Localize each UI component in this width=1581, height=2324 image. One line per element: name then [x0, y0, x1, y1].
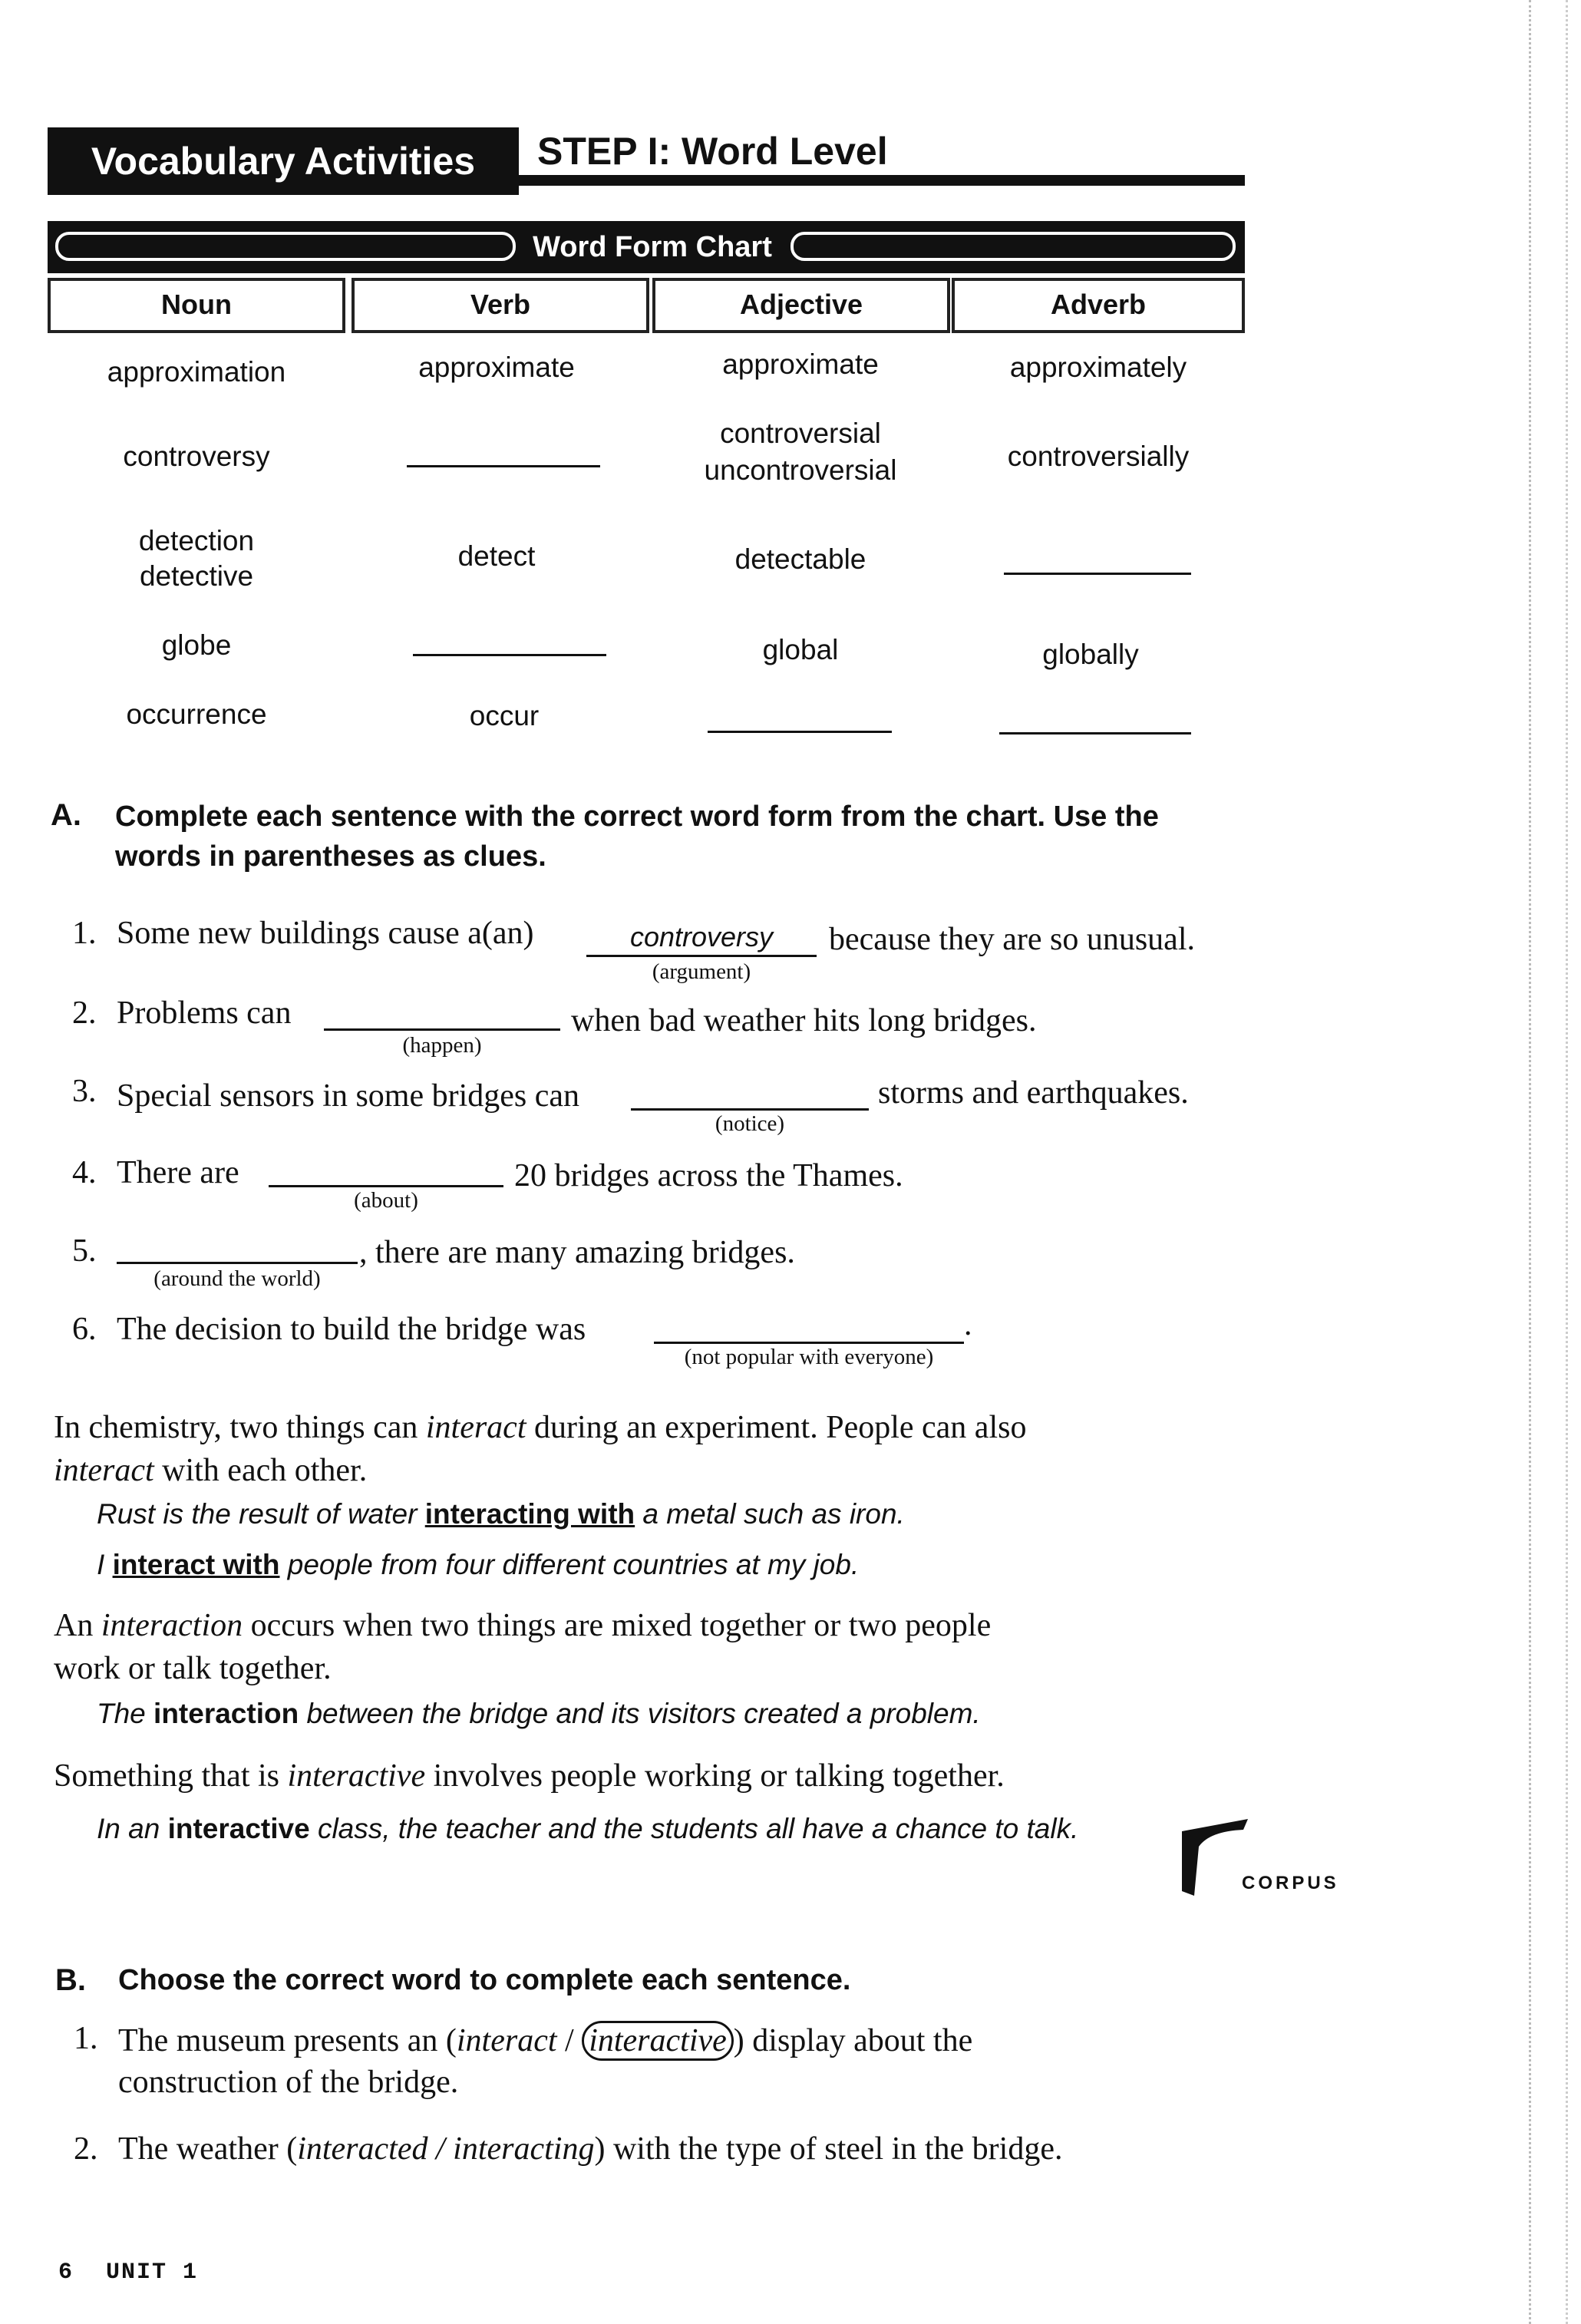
section-title: Vocabulary Activities [48, 127, 519, 195]
item-text: Problems can [117, 995, 292, 1031]
clue-text: (not popular with everyone) [684, 1345, 934, 1369]
unit-label: UNIT 1 [106, 2260, 199, 2286]
item-text: 20 bridges across the Thames. [514, 1158, 903, 1193]
answer-line[interactable] [324, 1028, 560, 1031]
section-a-instruction-line1: Complete each sentence with the correct word form from the chart. Use the [115, 801, 1159, 833]
item-number: 1. [74, 2021, 98, 2056]
item-number: 2. [72, 995, 97, 1031]
clue-text: (around the world) [153, 1266, 321, 1291]
chart-cell: occur [469, 700, 540, 731]
clue-text: (about) [354, 1188, 418, 1213]
step-title: STEP I: Word Level [537, 130, 888, 173]
corpus-paragraph: In chemistry, two things can interact during an experiment. People can also interact with each other. [54, 1410, 1027, 1488]
blank-line [407, 465, 600, 467]
chart-cell: globe [161, 629, 232, 661]
item-number: 5. [72, 1233, 97, 1269]
chart-cell: detect [457, 540, 536, 572]
example-sentence: In an interactive class, the teacher and the students all have a chance to talk. [97, 1813, 1079, 1844]
decorative-pill-right [790, 232, 1236, 261]
section-a-letter: A. [51, 798, 81, 832]
chart-cell: approximate [418, 352, 575, 383]
item-number: 3. [72, 1074, 97, 1109]
corpus-badge-label: CORPUS [1242, 1873, 1339, 1893]
choice-option[interactable]: interacted [297, 2131, 428, 2167]
page-edge [1566, 0, 1569, 2324]
blank-line [708, 731, 892, 733]
page-number: 6 [58, 2260, 73, 2286]
answer-line[interactable] [631, 1108, 869, 1111]
item-number: 6. [72, 1312, 97, 1347]
blank-line [413, 654, 606, 656]
section-a-instruction-line2: words in parentheses as clues. [115, 840, 546, 873]
item-text: Some new buildings cause a(an) [117, 916, 534, 951]
item-text: The decision to build the bridge was [117, 1312, 586, 1347]
answer-text: controversy [629, 921, 774, 952]
answer-line[interactable] [654, 1342, 964, 1344]
item-text: . [964, 1307, 972, 1342]
choice-option-selected[interactable]: interactive [582, 2021, 734, 2061]
answer-line[interactable] [269, 1185, 503, 1187]
item-text: Special sensors in some bridges can [117, 1078, 580, 1114]
choice-sentence: The museum presents an (interact / interactive ) display about the construction of the bridge. [118, 2020, 972, 2103]
item-text: , there are many amazing bridges. [359, 1235, 795, 1270]
chart-title: Word Form Chart [533, 231, 772, 263]
section-b-letter: B. [55, 1963, 86, 1997]
chart-cell: controversy [123, 441, 270, 472]
chart-cell: global [762, 634, 839, 665]
item-number: 1. [72, 916, 97, 951]
chart-cell: approximation [107, 356, 286, 388]
column-header-adverb: Adverb [952, 278, 1245, 333]
example-sentence: I interact with people from four different countries at my job. [97, 1549, 860, 1580]
chart-cell: detectable [734, 543, 866, 575]
choice-option[interactable]: interact [456, 2023, 557, 2058]
chart-cell: uncontroversial [704, 454, 897, 486]
chart-cell: globally [1042, 639, 1139, 670]
blank-line [999, 732, 1191, 735]
column-header-noun: Noun [48, 278, 345, 333]
page-edge [1529, 0, 1533, 2324]
corpus-paragraph: Something that is interactive involves people working or talking together. [54, 1758, 1005, 1794]
chart-cell: detective [139, 560, 254, 592]
item-number: 2. [74, 2131, 98, 2167]
section-b-instruction: Choose the correct word to complete each sentence. [118, 1964, 851, 1996]
answer-line[interactable] [117, 1262, 358, 1264]
decorative-pill-left [55, 232, 516, 261]
chart-cell: controversially [1007, 441, 1190, 472]
header-rule [519, 175, 1245, 186]
chart-cell: occurrence [126, 698, 267, 730]
item-text: because they are so unusual. [829, 922, 1195, 957]
blank-line [1004, 573, 1191, 575]
item-text: There are [117, 1155, 239, 1190]
example-sentence: Rust is the result of water interacting with a metal such as iron. [97, 1498, 905, 1530]
item-text: storms and earthquakes. [878, 1075, 1189, 1111]
item-number: 4. [72, 1155, 97, 1190]
clue-text: (argument) [652, 959, 751, 984]
clue-text: (happen) [402, 1033, 482, 1058]
example-sentence: The interaction between the bridge and its visitors created a problem. [97, 1698, 981, 1729]
chart-cell: controversial [720, 418, 881, 449]
clue-text: (notice) [715, 1111, 785, 1136]
choice-sentence: The weather (interacted / interacting) with the type of steel in the bridge. [118, 2131, 1063, 2167]
column-header-adjective: Adjective [652, 278, 950, 333]
corpus-paragraph: An interaction occurs when two things are mixed together or two people work or talk together. [54, 1608, 992, 1686]
chart-cell: approximate [722, 348, 879, 380]
chart-cell: approximately [1009, 352, 1187, 383]
item-text: when bad weather hits long bridges. [571, 1003, 1037, 1038]
choice-option[interactable]: interacting [453, 2131, 595, 2167]
chart-cell: detection [138, 525, 255, 556]
answer-line[interactable] [586, 955, 817, 957]
column-header-verb: Verb [352, 278, 649, 333]
